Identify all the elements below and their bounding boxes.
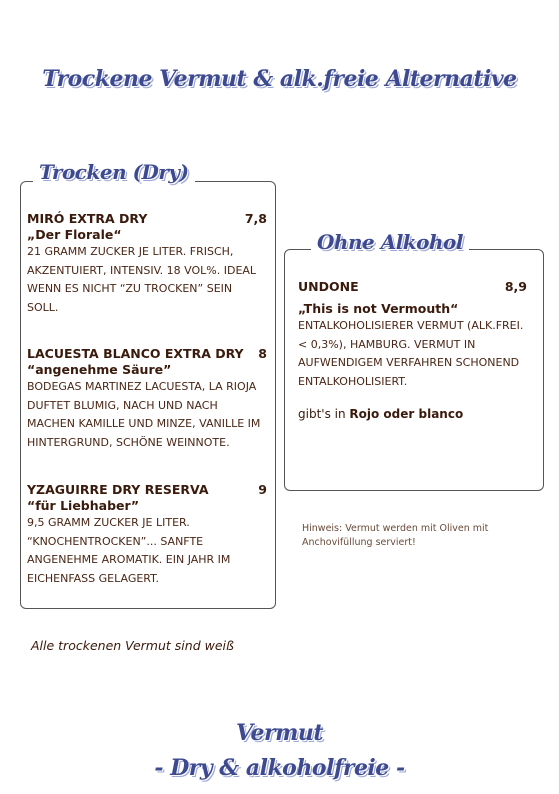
item-description: ENTALKOHOLISIERER VERMUT (ALK.FREI. < 0,3%), HAMBURG. VERMUT IN AUFWENDIGEM VERFAHREN SCHONEND ENTALKOHOLISIERT.	[298, 319, 524, 388]
item-subtitle: „This is not Vermouth“	[298, 301, 459, 316]
item-price: 8	[258, 346, 267, 361]
alcohol-free-section-title: Ohne Alkohol	[311, 230, 469, 254]
availability-variants: Rojo oder blanco	[349, 407, 464, 421]
item-description: 9,5 GRAMM ZUCKER JE LITER. “KNOCHENTROCKEN”... SANFTE ANGENEHME AROMATIK. EIN JAHR IM EICHENFASS GELAGERT.	[27, 516, 231, 585]
footer-title-vermut: Vermut	[235, 720, 324, 746]
item-price: 9	[258, 482, 267, 497]
item-subtitle: “angenehme Säure”	[27, 362, 172, 377]
menu-item	[27, 211, 267, 317]
item-name: YZAGUIRRE DRY RESERVA	[27, 482, 209, 497]
item-name: MIRÓ EXTRA DRY	[27, 211, 148, 226]
availability-prefix: gibt's in	[298, 407, 350, 421]
item-name: LACUESTA BLANCO EXTRA DRY	[27, 346, 244, 361]
dry-vermouth-box	[20, 160, 276, 609]
item-description: 21 GRAMM ZUCKER JE LITER. FRISCH, AKZENTUIERT, INTENSIV. 18 VOL%. IDEAL WENN ES NICHT “ZU TROCKEN” SEIN SOLL.	[27, 245, 257, 314]
dry-color-note: Alle trockenen Vermut sind weiß	[31, 638, 234, 653]
menu-item	[27, 346, 267, 452]
item-name: UNDONE	[298, 279, 359, 294]
footer-title-subtitle: - Dry & alkoholfreie -	[154, 755, 405, 781]
item-price: 8,9	[504, 279, 527, 294]
item-description: BODEGAS MARTINEZ LACUESTA, LA RIOJA DUFTET BLUMIG, NACH UND NACH MACHEN KAMILLE UND MINZE, VANILLE IM HINTERGRUND, SCHÖNE WEINNOTE.	[27, 380, 261, 449]
menu-item	[298, 279, 527, 421]
menu-item	[27, 482, 267, 588]
page-title: Trockene Vermut & alk.freie Alternative	[42, 66, 517, 92]
item-subtitle: “für Liebhaber”	[27, 498, 140, 513]
item-subtitle: „Der Florale“	[27, 227, 122, 242]
availability-note	[298, 407, 527, 421]
serving-hint: Hinweis: Vermut werden mit Oliven mit Anchovifüllung serviert!	[302, 523, 489, 548]
alcohol-free-box	[284, 230, 544, 491]
dry-section-title: Trocken (Dry)	[33, 160, 195, 184]
item-price: 7,8	[244, 211, 267, 226]
